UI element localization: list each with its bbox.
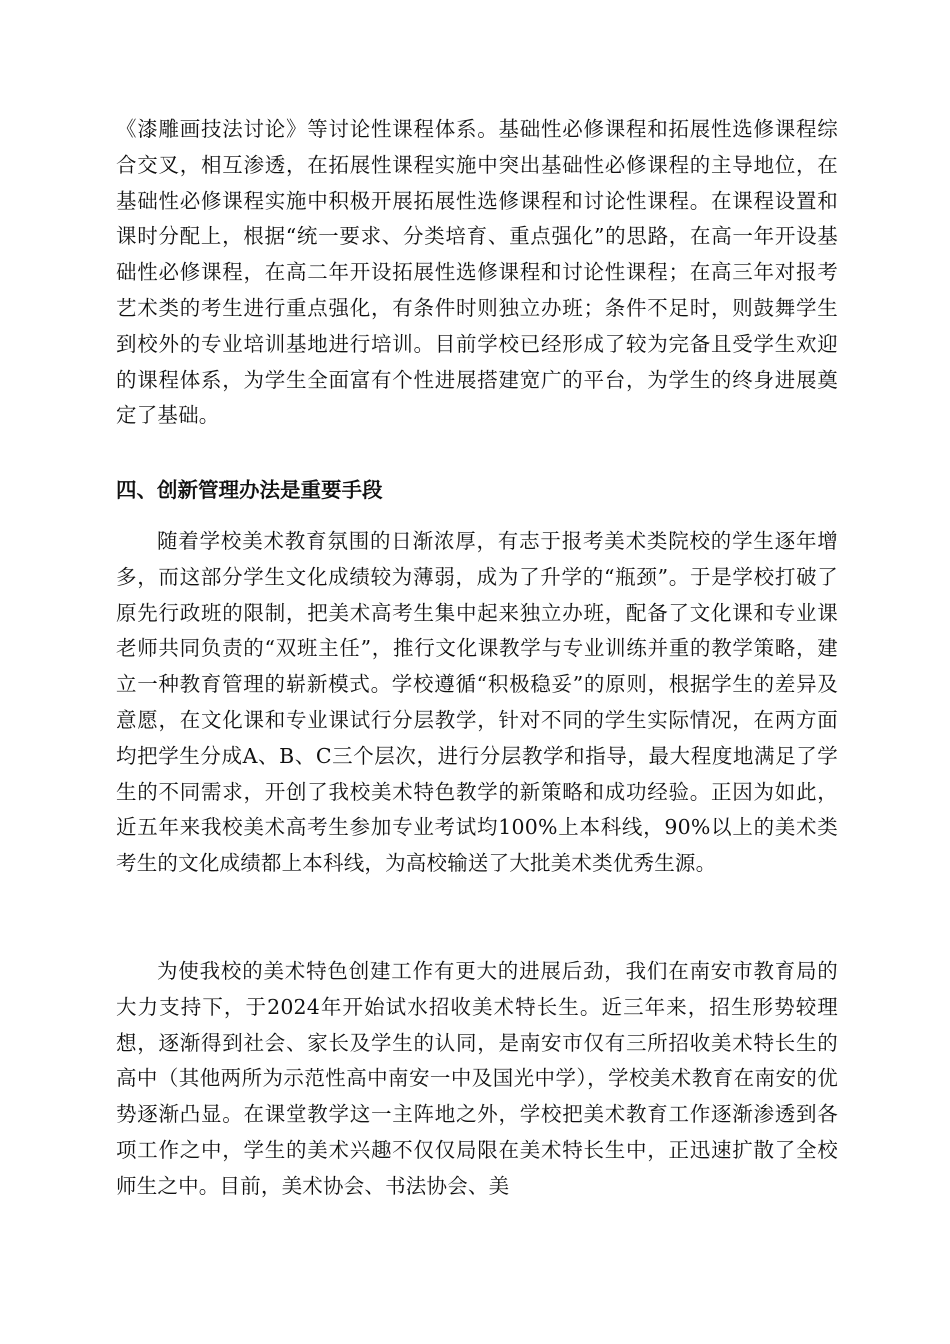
body-paragraph-1: 《漆雕画技法讨论》等讨论性课程体系。基础性必修课程和拓展性选修课程综合交叉，相互渗透，在拓展性课程实施中突出基础性必修课程的主导地位，在基础性必修课程实施中积极开展拓展性选修课程和讨论性课程。在课程设置和课时分配上，根据“统一要求、分类培育、重点强化”的思路，在高一年开设基础性必修课程，在高二年开设拓展性选修课程和讨论性课程；在高三年对报考艺术类的考生进行重点强化，有条件时则独立办班；条件不足时，则鼓舞学生到校外的专业培训基地进行培训。目前学校已经形成了较为完备且受学生欢迎的课程体系，为学生全面富有个性进展搭建宽广的平台，为学生的终身进展奠定了基础。 [116,117,838,428]
body-paragraph-2: 随着学校美术教育氛围的日渐浓厚，有志于报考美术类院校的学生逐年增多，而这部分学生文化成绩较为薄弱，成为了升学的“瓶颈”。于是学校打破了原先行政班的限制，把美术高考生集中起来独立办班，配备了文化课和专业课老师共同负责的“双班主任”，推行文化课教学与专业训练并重的教学策略，建立一种教育管理的崭新模式。学校遵循“积极稳妥”的原则，根据学生的差异及意愿，在文化课和专业课试行分层教学，针对不同的学生实际情况，在两方面均把学生分成A、B、C三个层次，进行分层教学和指导，最大程度地满足了学生的不同需求，开创了我校美术特色教学的新策略和成功经验。正因为如此，近五年来我校美术高考生参加专业考试均100%上本科线，90%以上的美术类考生的文化成绩都上本科线，为高校输送了大批美术类优秀生源。 [116,529,838,876]
body-paragraph-3: 为使我校的美术特色创建工作有更大的进展后劲，我们在南安市教育局的大力支持下，于2024年开始试水招收美术特长生。近三年来，招生形势较理想，逐渐得到社会、家长及学生的认同，是南安市仅有三所招收美术特长生的高中（其他两所为示范性高中南安一中及国光中学），学校美术教育在南安的优势逐渐凸显。在课堂教学这一主阵地之外，学校把美术教育工作逐渐渗透到各项工作之中，学生的美术兴趣不仅仅局限在美术特长生中，正迅速扩散了全校师生之中。目前，美术协会、书法协会、美 [116,959,838,1198]
section-heading: 四、创新管理办法是重要手段 [116,478,383,502]
